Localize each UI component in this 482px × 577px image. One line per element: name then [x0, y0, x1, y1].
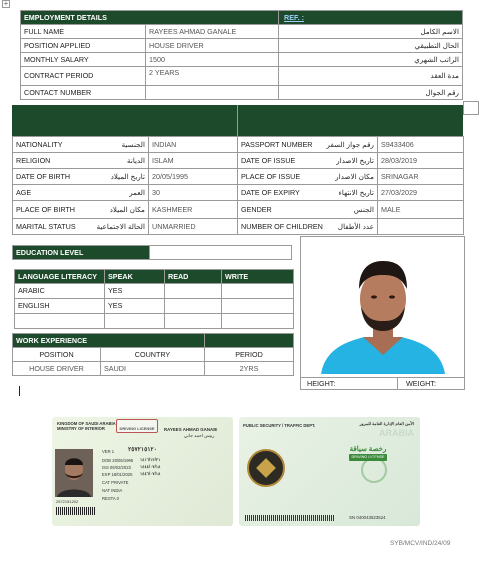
photo-frame [300, 236, 465, 390]
religion-label: RELIGION [16, 155, 51, 165]
contract-value: 2 YEARS [146, 67, 279, 86]
religion-ar: الديانة [126, 155, 145, 165]
license-back-header-en: PUBLIC SECURITY / TRAFFIC DEPT. [243, 423, 316, 428]
license-back-title-en: DRIVING LICENSE [349, 454, 387, 461]
table-row [13, 169, 464, 185]
license-title-box [116, 419, 158, 433]
portrait-photo [301, 237, 464, 377]
gender-value: MALE [378, 201, 464, 219]
age-ar: العمر [129, 187, 145, 197]
passport-value: S9433406 [378, 137, 464, 153]
personal-table [12, 136, 464, 235]
education-table [12, 245, 292, 260]
table-row [15, 314, 294, 329]
license-back-title-ar: رخصة سياقة [349, 446, 387, 453]
work-header: WORK EXPERIENCE [13, 334, 205, 348]
license-photo [55, 449, 93, 497]
lang-arabic-write [222, 284, 294, 299]
salary-label: MONTHLY SALARY [21, 53, 146, 67]
license-ministry: MINISTRY OF INTERIOR [57, 426, 105, 431]
lang-english-speak: YES [105, 299, 165, 314]
license-dob: DOB 20/05/1995 [102, 458, 134, 463]
table-row [15, 299, 294, 314]
table-row [21, 86, 463, 100]
personal-header-band [12, 105, 463, 136]
passport-label: PASSPORT NUMBER [241, 139, 313, 149]
work-col-position: POSITION [13, 348, 101, 362]
lang-col-speak: SPEAK [105, 270, 165, 284]
license-kingdom: KINGDOM OF SAUDI ARABIA [57, 421, 116, 426]
table-row [15, 284, 294, 299]
employment-table [20, 10, 463, 100]
license-issue: ISS 09/02/2023 [102, 465, 131, 470]
education-value [150, 246, 292, 260]
position-label: POSITION APPLIED [21, 39, 146, 53]
table-row [21, 39, 463, 53]
position-ar: الحال التطبيقي [279, 39, 463, 53]
work-col-period: PERIOD [205, 348, 294, 362]
marital-ar: الحالة الاجتماعية [96, 221, 145, 231]
license-name-ar: رييس احمد جاني [184, 433, 215, 438]
work-period: 2YRS [205, 362, 294, 376]
dob-value: 20/05/1995 [149, 169, 238, 185]
gender-label: GENDER [241, 204, 272, 214]
employment-header: EMPLOYMENT DETAILS [21, 11, 279, 25]
issue-place-ar: مكان الاصدار [335, 171, 374, 181]
dob-ar: تاريخ الميلاد [110, 171, 145, 181]
expiry-label: DATE OF EXPIRY [241, 187, 300, 197]
passport-ar: رقم جواز السفر [326, 139, 374, 149]
license-issue-hijri: ١٤٤٤/٠٧/١٨ [140, 464, 161, 469]
anchor-icon: + [3, 0, 9, 8]
nationality-ar: الجنسية [121, 139, 145, 149]
emblem-icon [247, 449, 285, 487]
work-position: HOUSE DRIVER [13, 362, 101, 376]
salary-value: 1500 [146, 53, 279, 67]
table-row [13, 219, 464, 235]
table-row [13, 362, 294, 376]
lang-english-read [165, 299, 222, 314]
license-bottom-number: 2572151202 [56, 499, 79, 504]
table-row [13, 137, 464, 153]
license-back-barcode [245, 515, 335, 521]
lang-empty-read [165, 314, 222, 329]
license-restriction: RESTA 0 [102, 496, 119, 501]
license-title: DRIVING LICENSE [119, 426, 155, 431]
issue-place-label: PLACE OF ISSUE [241, 171, 301, 181]
text-cursor [19, 386, 20, 396]
weight-label: WEIGHT: [406, 379, 436, 388]
work-header-row [13, 348, 294, 362]
license-expiry: EXP 18/01/2025 [102, 472, 133, 477]
work-header-filler [205, 334, 294, 348]
table-row [13, 153, 464, 169]
full-name-value: RAYEES AHMAD GANALE [146, 25, 279, 39]
lang-col-write: WRITE [222, 270, 294, 284]
marital-label: MARITAL STATUS [16, 221, 76, 231]
full-name-label: FULL NAME [21, 25, 146, 39]
contact-value [146, 86, 279, 100]
religion-value: ISLAM [149, 153, 238, 169]
contract-label: CONTRACT PERIOD [21, 67, 146, 86]
marital-value: UNMARRIED [149, 219, 238, 235]
lang-arabic-speak: YES [105, 284, 165, 299]
table-row [21, 53, 463, 67]
salary-ar: الراتب الشهري [279, 53, 463, 67]
lang-empty-write [222, 314, 294, 329]
lang-col-read: READ [165, 270, 222, 284]
license-front [52, 417, 233, 526]
contract-ar: مدة العقد [279, 67, 463, 86]
full-name-ar: الاسم الكامل [279, 25, 463, 39]
contact-ar: رقم الجوال [279, 86, 463, 100]
table-row [21, 25, 463, 39]
lang-col-literacy: LANGUAGE LITERACY [15, 270, 105, 284]
age-label: AGE [16, 187, 32, 197]
lang-empty-speak [105, 314, 165, 329]
nationality-value: INDIAN [149, 137, 238, 153]
lang-english: ENGLISH [15, 299, 105, 314]
language-header-row [15, 270, 294, 284]
license-nationality: NAT INDIA [102, 488, 123, 493]
lang-arabic: ARABIC [15, 284, 105, 299]
work-col-country: COUNTRY [101, 348, 205, 362]
issue-date-ar: تاريخ الاصدار [336, 155, 374, 165]
children-label: NUMBER OF CHILDREN [241, 221, 323, 231]
license-category: CAT PRIVATE [102, 480, 129, 485]
footer-code: SYB/MCV/IND/24/09 [390, 540, 451, 547]
issue-place-value: SRINAGAR [378, 169, 464, 185]
work-table [12, 333, 294, 376]
expiry-ar: تاريخ الانتهاء [338, 187, 374, 197]
age-value: 30 [149, 185, 238, 201]
work-country: SAUDI [101, 362, 205, 376]
birthplace-ar: مكان الميلاد [109, 204, 145, 214]
table-row [13, 201, 464, 219]
children-value [378, 219, 464, 235]
license-back-watermark: ARABIA [379, 428, 414, 438]
education-header: EDUCATION LEVEL [13, 246, 150, 260]
birthplace-value: KASHMEER [149, 201, 238, 219]
dob-label: DATE OF BIRTH [16, 171, 71, 181]
license-expiry-hijri: ١٤٤٦/٠٧/١٨ [140, 471, 161, 476]
license-back [239, 417, 420, 526]
resize-handle [463, 101, 479, 115]
table-row [21, 67, 463, 86]
expiry-value: 27/03/2029 [378, 185, 464, 201]
issue-date-value: 28/03/2019 [378, 153, 464, 169]
lang-english-write [222, 299, 294, 314]
position-value: HOUSE DRIVER [146, 39, 279, 53]
license-ver: VER 1 [102, 449, 115, 454]
seal-icon [361, 457, 387, 483]
license-back-header-ar: الأمن العام الإدارة العامة للمرور [359, 421, 414, 426]
license-number: ٢٥٧٢١٥١٢٠ [128, 447, 158, 453]
gender-ar: الجنس [353, 204, 374, 214]
license-serial: SN 040043523524 [349, 515, 386, 520]
height-label: HEIGHT: [307, 379, 336, 388]
contact-label: CONTACT NUMBER [21, 86, 146, 100]
license-name-en: RAYEES AHMAD GANAIE [164, 427, 218, 432]
nationality-label: NATIONALITY [16, 139, 63, 149]
issue-date-label: DATE OF ISSUE [241, 155, 296, 165]
license-barcode [56, 507, 96, 515]
lang-arabic-read [165, 284, 222, 299]
language-table [14, 269, 294, 329]
birthplace-label: PLACE OF BIRTH [16, 204, 75, 214]
table-row [13, 185, 464, 201]
lang-empty [15, 314, 105, 329]
children-ar: عدد الأطفال [337, 221, 374, 231]
license-dob-hijri: ١٤١٦/١٢/٢١ [140, 457, 161, 462]
ref-label: REF. : [279, 11, 463, 25]
